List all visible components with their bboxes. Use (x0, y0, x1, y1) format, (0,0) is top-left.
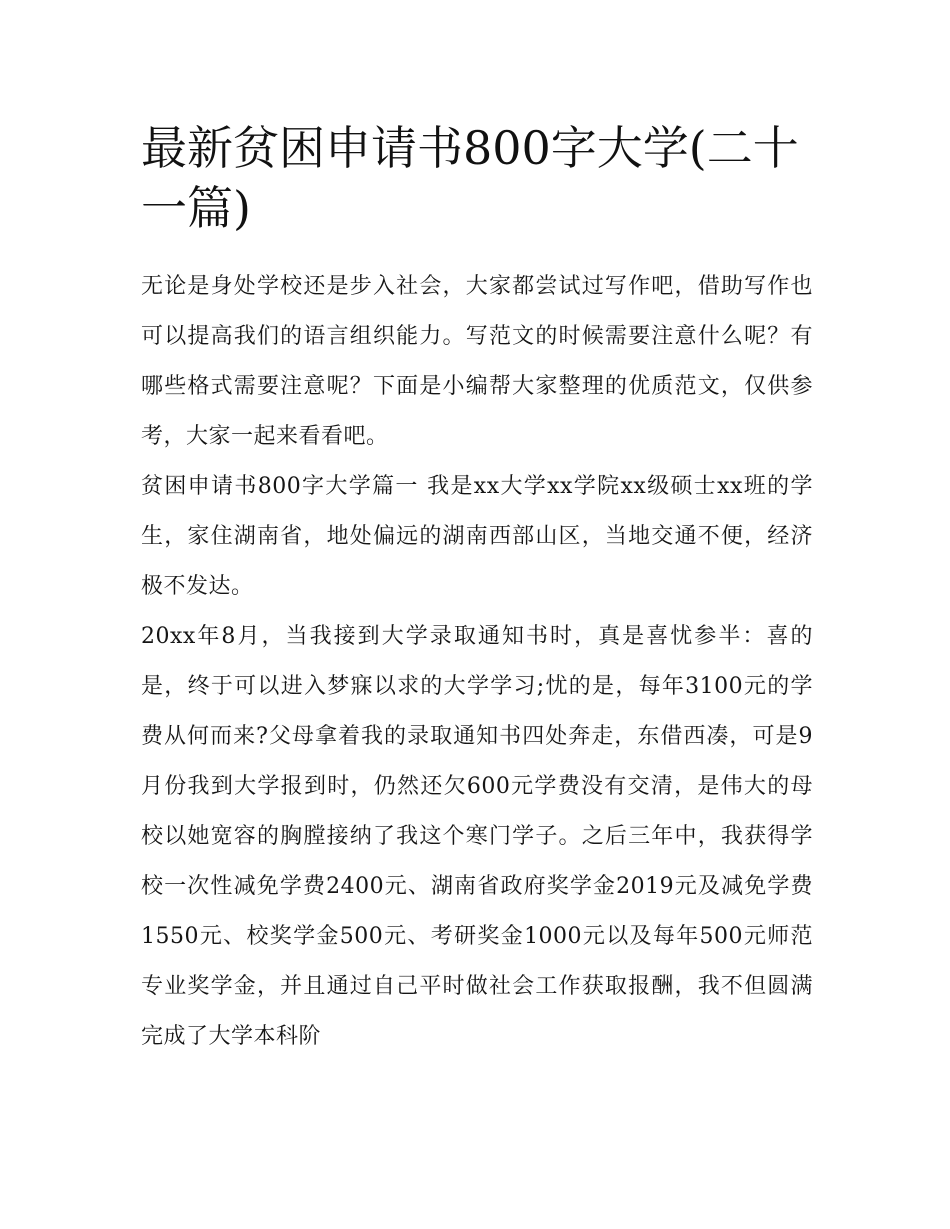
paragraph-intro: 无论是身处学校还是步入社会，大家都尝试过写作吧，借助写作也可以提高我们的语言组织能力。写范文的时候需要注意什么呢？有哪些格式需要注意呢？下面是小编帮大家整理的优质范文，仅供参考，大家一起来看看吧。 (141, 274, 813, 449)
document-page (141, 118, 813, 1062)
document-title: 最新贫困申请书800字大学(二十一篇) (141, 121, 799, 235)
paragraph-article-one-story: 20xx年8月，当我接到大学录取通知书时，真是喜忧参半：喜的是，终于可以进入梦寐以求的大学学习;忧的是，每年3100元的学费从何而来?父母拿着我的录取通知书四处奔走，东借西凑，可是9月份我到大学报到时，仍然还欠600元学费没有交清，是伟大的母校以她宽容的胸膛接纳了我这个寒门学子。之后三年中，我获得学校一次性减免学费2400元、湖南省政府奖学金2019元及减免学费1550元、校奖学金500元、考研奖金1000元以及每年500元师范专业奖学金，并且通过自己平时做社会工作获取报酬，我不但圆满完成了大学本科阶 (141, 624, 813, 1049)
document-body (141, 262, 813, 1062)
paragraph-article-one-intro: 贫困申请书800字大学篇一 我是xx大学xx学院xx级硕士xx班的学生，家住湖南省，地处偏远的湖南西部山区，当地交通不便，经济极不发达。 (141, 474, 813, 599)
